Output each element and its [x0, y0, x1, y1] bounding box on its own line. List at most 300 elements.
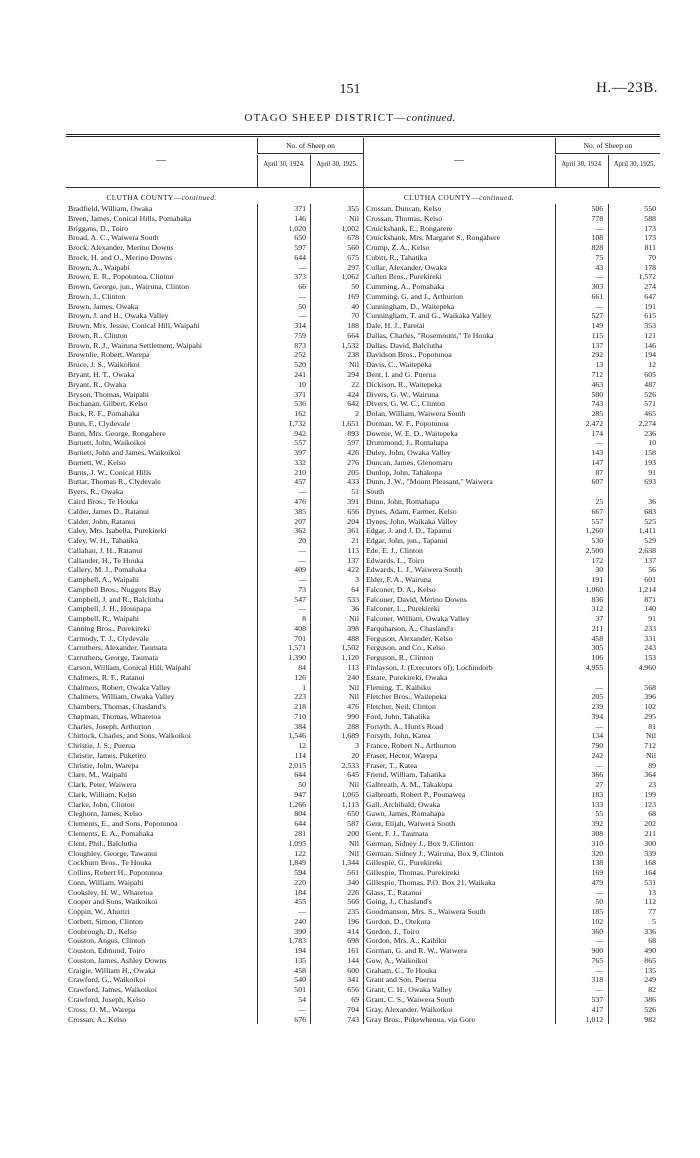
sheep-1924-cell: 409 — [294, 565, 306, 575]
sheep-1925-cell: 10 — [648, 438, 656, 448]
table-row — [364, 497, 660, 507]
table-row — [66, 673, 363, 683]
owner-cell: Campbell, J. and R., Balclutha — [68, 594, 164, 604]
sheep-1924-cell: 106 — [591, 653, 604, 663]
sheep-1924-cell: 149 — [591, 321, 604, 331]
owner-cell: Campbell, A., Waipahi — [68, 575, 139, 585]
sheep-1925-cell: 364 — [644, 770, 656, 780]
table-row — [364, 370, 660, 380]
sheep-1924-cell: 373 — [294, 272, 306, 282]
owner-cell: Duley, John, Owaka Valley — [366, 448, 451, 458]
sheep-1925-cell: 135 — [644, 965, 656, 975]
sheep-1924-cell: 1,060 — [585, 584, 604, 594]
sheep-1925-cell: 675 — [347, 252, 359, 262]
table-row — [364, 302, 660, 312]
owner-cell: Crawford, Joseph, Kelso — [68, 995, 146, 1005]
table-row — [66, 253, 363, 263]
sheep-1925-cell: 200 — [347, 829, 359, 838]
table-row — [364, 770, 660, 780]
sheep-1925-cell: 678 — [347, 233, 359, 243]
sheep-on-header: No. of Sheep on — [257, 138, 363, 154]
table-row — [66, 360, 363, 370]
table-row — [66, 712, 363, 722]
sheep-1925-cell: 487 — [644, 379, 656, 389]
table-row — [66, 849, 363, 859]
sheep-1924-cell: 285 — [591, 409, 604, 419]
table-row — [364, 390, 660, 400]
sheep-1925-cell: 331 — [644, 633, 656, 643]
sheep-1925-cell: 1,113 — [341, 799, 359, 809]
sheep-1924-cell: 75 — [595, 252, 604, 262]
table-row — [66, 497, 363, 507]
sheep-1924-cell: — — [298, 545, 306, 555]
owner-cell: Fletcher Bros., Waitepeka — [366, 692, 447, 702]
table-row — [66, 487, 363, 497]
sheep-1924-cell: 580 — [591, 389, 604, 399]
sheep-1925-cell: 276 — [347, 457, 359, 467]
owner-cell: Divers, G. W., Wairuna — [366, 389, 439, 399]
table-row — [364, 448, 660, 458]
owner-cell: Clements, E., and Sons, Popotunoa — [68, 819, 178, 829]
owner-cell: Farquharson, A., Chasland's — [366, 623, 454, 633]
table-row — [364, 790, 660, 800]
owner-cell: Charles, Joseph, Arthurton — [68, 721, 152, 731]
sheep-1924-cell: 310 — [591, 838, 604, 848]
table-row — [66, 263, 363, 273]
table-row — [66, 722, 363, 732]
sheep-1924-cell: 743 — [591, 399, 604, 409]
sheep-1925-cell: 597 — [347, 438, 359, 448]
table-row — [364, 224, 660, 234]
sheep-1925-cell: 355 — [347, 204, 359, 213]
sheep-1925-cell: 422 — [347, 565, 359, 575]
sheep-1924-cell: — — [298, 291, 306, 301]
sheep-1925-cell: Nil — [349, 213, 359, 223]
sheep-1925-cell: 1,502 — [341, 643, 359, 653]
sheep-1924-cell: 223 — [294, 692, 306, 702]
table-row — [364, 575, 660, 585]
district-name: OTAGO SHEEP DISTRICT— — [244, 112, 407, 124]
owner-cell: Clark, Peter, Waiwera — [68, 780, 137, 790]
table-row — [364, 507, 660, 517]
table-row — [364, 634, 660, 644]
table-row — [364, 829, 660, 839]
table-row — [364, 731, 660, 741]
table-row — [364, 487, 660, 497]
owner-cell: Gray Bros., Pukewhenua, via Gore — [366, 1014, 475, 1024]
sheep-1925-cell: Nil — [349, 682, 359, 692]
sheep-1925-cell: 21 — [351, 536, 359, 546]
table-row — [364, 272, 660, 282]
table-row — [364, 975, 660, 985]
sheep-1925-cell: 600 — [347, 965, 359, 975]
owner-cell: Bunn, F., Clydevale — [68, 418, 130, 428]
owner-cell: Dunn, John, Romahapa — [366, 496, 440, 506]
owner-cell: Fraser, T., Katea — [366, 760, 418, 770]
table-row — [66, 204, 363, 214]
owner-cell: Fletcher, Neil, Clinton — [366, 702, 436, 712]
sheep-1924-cell: 371 — [294, 389, 306, 399]
sheep-1924-cell: 661 — [591, 291, 604, 301]
sheep-1925-cell: 664 — [347, 330, 359, 340]
table-row — [364, 331, 660, 341]
sheep-1924-cell: 607 — [591, 477, 604, 487]
table-row — [66, 897, 363, 907]
owner-cell: Falconer, L., Purekireki — [366, 604, 440, 614]
owner-cell: Cruickshank, E., Rongarere — [366, 223, 453, 233]
table-row — [66, 800, 363, 810]
table-row — [66, 585, 363, 595]
table-row — [66, 878, 363, 888]
sheep-1925-cell: Nil — [646, 750, 656, 760]
owner-cell: Dallas, Charles, "Rosemount," Te Houka — [366, 330, 494, 340]
sheep-1925-cell: 233 — [644, 623, 656, 633]
sheep-1924-cell: — — [595, 682, 604, 692]
owner-cell: Cooper and Sons, Waikoikoi — [68, 897, 158, 907]
sheep-1925-cell: 488 — [347, 633, 359, 643]
sheep-1924-cell: 392 — [591, 819, 604, 829]
sheep-1924-cell: 394 — [591, 711, 604, 721]
owner-cell: Cloughley, George, Tawanui — [68, 848, 158, 858]
sheep-1924-cell: 207 — [294, 516, 306, 526]
top-rule-double — [66, 136, 660, 137]
sheep-1924-cell: 241 — [294, 370, 306, 380]
table-row — [66, 907, 363, 917]
sheep-1924-cell: 191 — [591, 575, 604, 585]
sheep-1925-cell: 173 — [644, 233, 656, 243]
sheep-1924-cell: 2,500 — [585, 545, 604, 555]
sheep-1925-cell: 235 — [347, 907, 359, 917]
sheep-1925-cell: 398 — [347, 623, 359, 633]
sheep-1924-cell: 2,015 — [288, 760, 306, 770]
sheep-1925-cell: 656 — [347, 506, 359, 516]
sheep-on-header: No. of Sheep on — [555, 138, 660, 154]
owner-cell: Cruickshank, Mrs. Margaret S., Rongahere — [366, 233, 501, 243]
sheep-1925-cell: 353 — [644, 321, 656, 331]
sheep-1925-cell: 173 — [644, 223, 656, 233]
sheep-1925-cell: 465 — [644, 409, 656, 419]
district-suffix: continued. — [406, 112, 456, 124]
page-number: 151 — [339, 82, 361, 97]
sheep-1924-cell: — — [595, 760, 604, 770]
year-1924-header: April 30, 1924. — [555, 155, 608, 188]
table-row — [66, 380, 363, 390]
owner-cell: Craigie, William H., Owaka — [68, 965, 156, 975]
table-row — [364, 565, 660, 575]
sheep-1925-cell: 36 — [351, 604, 359, 614]
name-column-header: — — [454, 155, 464, 166]
sheep-1924-cell: 900 — [591, 946, 604, 956]
sheep-1924-cell: 169 — [591, 868, 604, 878]
sheep-1925-cell: Nil — [349, 692, 359, 702]
table-row — [364, 858, 660, 868]
table-row — [364, 878, 660, 888]
owner-cell: Gawn, James, Romahapa — [366, 809, 445, 819]
table-row — [66, 819, 363, 829]
table-row — [66, 985, 363, 995]
table-row — [66, 575, 363, 585]
sheep-1924-cell: 211 — [591, 623, 604, 633]
owner-cell: Gent, F. J., Taumata — [366, 829, 429, 838]
right-rows — [364, 204, 660, 1024]
sheep-1924-cell: 1,020 — [288, 223, 306, 233]
table-row — [66, 526, 363, 536]
table-row — [364, 849, 660, 859]
owner-cell: Dorman, W. F., Popotunoa — [366, 418, 449, 428]
sheep-1925-cell: 274 — [644, 282, 656, 292]
owner-cell: Cooksley, H. W., Wharetoa — [68, 887, 153, 897]
owner-cell: Gordon, Mrs. A., Kaihiku — [366, 936, 447, 946]
table-row — [66, 966, 363, 976]
sheep-1924-cell: — — [298, 907, 306, 917]
sheep-1925-cell: 178 — [644, 262, 656, 272]
sheep-1924-cell: 27 — [595, 780, 604, 790]
owner-cell: Chambers, Thomas, Chasland's — [68, 702, 166, 712]
sheep-1925-cell: 70 — [648, 252, 656, 262]
table-row — [364, 399, 660, 409]
sheep-1925-cell: 204 — [347, 516, 359, 526]
table-row — [66, 956, 363, 966]
sheep-1924-cell: 172 — [591, 555, 604, 565]
sheep-1924-cell: 50 — [298, 301, 306, 311]
table-row — [364, 995, 660, 1005]
sheep-1924-cell: 527 — [591, 311, 604, 321]
sheep-1925-cell: 226 — [347, 887, 359, 897]
table-row — [364, 214, 660, 224]
owner-cell: Clark, William, Kelso — [68, 789, 137, 799]
table-row — [66, 634, 363, 644]
table-row — [66, 663, 363, 673]
sheep-1924-cell: 366 — [591, 770, 604, 780]
sheep-1924-cell: 108 — [591, 233, 604, 243]
sheep-1925-cell: 601 — [644, 575, 656, 585]
sheep-1924-cell: 557 — [591, 516, 604, 526]
county-suffix: continued. — [479, 193, 515, 202]
table-row — [364, 380, 660, 390]
owner-cell: Davis, C., Waitepeka — [366, 360, 432, 370]
table-row — [66, 917, 363, 927]
owner-cell: Clarke, John, Clinton — [68, 799, 135, 809]
left-table-header — [66, 138, 363, 188]
owner-cell: Carruthers, Alexander, Taumata — [68, 643, 168, 653]
table-row — [364, 751, 660, 761]
table-row — [66, 556, 363, 566]
owner-cell: Cumming, G. and J., Arthurton — [366, 291, 464, 301]
owner-cell: Callander, H., Te Houka — [68, 555, 144, 565]
sheep-1924-cell: 804 — [294, 809, 306, 819]
table-row — [364, 936, 660, 946]
sheep-1925-cell: 68 — [648, 936, 656, 946]
sheep-1925-cell: 2,638 — [638, 545, 656, 555]
table-row — [364, 643, 660, 653]
sheep-1924-cell: 305 — [591, 643, 604, 653]
table-row — [66, 624, 363, 634]
table-row — [364, 927, 660, 937]
owner-cell: Grant, C. S., Waiwera South — [366, 995, 455, 1005]
owner-cell: Couston, Edmund, Toiro — [68, 946, 145, 956]
sheep-1925-cell: 194 — [644, 350, 656, 360]
owner-cell: Buck, R. F., Pomahaka — [68, 409, 140, 419]
sheep-1924-cell: 385 — [294, 506, 306, 516]
year-1925-header: April 30, 1925. — [608, 155, 660, 188]
table-row — [66, 614, 363, 624]
sheep-1925-cell: 51 — [351, 487, 359, 497]
county-name: CLUTHA COUNTY— — [403, 193, 480, 202]
sheep-1925-cell: 188 — [347, 321, 359, 331]
sheep-1925-cell: 164 — [644, 868, 656, 878]
table-row — [364, 429, 660, 439]
sheep-1925-cell: 137 — [644, 555, 656, 565]
sheep-1925-cell: 1,065 — [341, 789, 359, 799]
sheep-1925-cell: 137 — [347, 555, 359, 565]
table-row — [364, 292, 660, 302]
owner-cell: Ferguson, and Co., Kelso — [366, 643, 446, 653]
sheep-1924-cell: 318 — [591, 975, 604, 985]
sheep-1925-cell: 341 — [347, 975, 359, 985]
owner-cell: German, Sidney J., Box 9, Clinton — [366, 838, 474, 848]
sheep-1924-cell: 184 — [294, 887, 306, 897]
owner-cell: Brown, R., Clinton — [68, 330, 128, 340]
owner-cell: Brock, Alexander, Merino Downs — [68, 243, 174, 253]
table-row — [66, 507, 363, 517]
sheep-1924-cell: 644 — [294, 819, 306, 829]
table-row — [364, 809, 660, 819]
owner-cell: Calder, John, Ratanui — [68, 516, 136, 526]
sheep-1925-cell: 146 — [644, 340, 656, 350]
owner-cell: Carruthers, George, Taumata — [68, 653, 159, 663]
owner-cell: Callery, M. J., Pomahaka — [68, 565, 147, 575]
sheep-1924-cell: 397 — [294, 448, 306, 458]
sheep-1924-cell: 73 — [298, 584, 306, 594]
sheep-1925-cell: 525 — [644, 516, 656, 526]
owner-cell: Breen, James, Conical Hills, Pomahaka — [68, 213, 192, 223]
sheep-1925-cell: 69 — [351, 995, 359, 1005]
sheep-1924-cell: 126 — [294, 672, 306, 682]
table-row — [364, 546, 660, 556]
table-row — [364, 819, 660, 829]
sheep-1924-cell: 476 — [294, 496, 306, 506]
owner-cell: Crump, Z. A., Kelso — [366, 243, 430, 253]
table-row — [66, 946, 363, 956]
owner-cell: Christie, J. S., Puerua — [68, 741, 136, 751]
owner-cell: Cullar, Alexander, Owaka — [366, 262, 447, 272]
sheep-1924-cell: 312 — [591, 604, 604, 614]
sheep-1924-cell: — — [298, 604, 306, 614]
table-row — [66, 683, 363, 693]
sheep-1924-cell: — — [298, 311, 306, 321]
sheep-1925-cell: 550 — [644, 204, 656, 213]
sheep-1925-cell: 70 — [351, 311, 359, 321]
table-row — [364, 243, 660, 253]
owner-cell: Gall, Archibald, Owaka — [366, 799, 441, 809]
table-row — [364, 888, 660, 898]
owner-cell: Dickison, R., Waitepeka — [366, 379, 442, 389]
sheep-1925-cell: 1,002 — [341, 223, 359, 233]
sheep-1924-cell: 43 — [595, 262, 604, 272]
sheep-1925-cell: 64 — [351, 584, 359, 594]
sheep-1924-cell: 360 — [591, 926, 604, 936]
owner-cell: Chapman, Thomas, Wharetoa — [68, 711, 161, 721]
sheep-1924-cell: 332 — [294, 457, 306, 467]
sheep-1924-cell: 540 — [294, 975, 306, 985]
owner-cell: Couston, Angus, Clinton — [68, 936, 146, 946]
county-name: CLUTHA COUNTY— — [106, 193, 182, 202]
owner-cell: Caird Bros., Te Houka — [68, 496, 139, 506]
sheep-1924-cell: 240 — [294, 916, 306, 926]
table-row — [364, 897, 660, 907]
table-row — [364, 253, 660, 263]
table-row — [66, 653, 363, 663]
sheep-1925-cell: 645 — [347, 770, 359, 780]
owner-cell: Cleghorn, James, Kelso — [68, 809, 143, 819]
sheep-1925-cell: 361 — [347, 526, 359, 536]
sheep-1924-cell: 1,095 — [288, 838, 306, 848]
table-row — [66, 761, 363, 771]
sheep-1925-cell: 3 — [355, 741, 359, 751]
owner-cell: Brown, George, jun., Wairuna, Clinton — [68, 282, 190, 292]
table-row — [364, 722, 660, 732]
owner-cell: Falconer, William, Owaka Valley — [366, 614, 470, 624]
table-row — [364, 966, 660, 976]
owner-cell: Dunlop, John, Tahakopa — [366, 467, 442, 477]
table-row — [364, 917, 660, 927]
sheep-1924-cell: 537 — [591, 995, 604, 1005]
sheep-1925-cell: 297 — [347, 262, 359, 272]
sheep-1925-cell: 5 — [652, 916, 656, 926]
sheep-1925-cell: 605 — [644, 370, 656, 380]
sheep-1925-cell: 196 — [347, 916, 359, 926]
sheep-1924-cell: 87 — [595, 467, 604, 477]
sheep-1924-cell: 308 — [591, 829, 604, 838]
owner-cell: Fraser, Hector, Warepa — [366, 750, 438, 760]
owner-cell: Crossan, A., Kelso — [68, 1014, 127, 1024]
sheep-1925-cell: 295 — [644, 711, 656, 721]
sheep-1925-cell: Nil — [349, 360, 359, 370]
owner-cell: Couston, James, Ashley Downs — [68, 955, 167, 965]
sheep-1924-cell: 25 — [595, 496, 604, 506]
sheep-1924-cell: 1 — [302, 682, 306, 692]
owner-cell: Calder, James D., Ratanui — [68, 506, 150, 516]
owner-cell: Brown, J., Clinton — [68, 291, 126, 301]
sheep-1924-cell: 1,732 — [288, 418, 306, 428]
sheep-1924-cell: — — [298, 262, 306, 272]
owner-cell: Canning Bros., Purekireki — [68, 623, 150, 633]
sheep-1924-cell: 455 — [294, 897, 306, 907]
year-1924-header: April 30, 1924. — [257, 155, 310, 188]
document-code: H.—23B. — [596, 80, 658, 96]
owner-cell: Callahan, J. H., Ratanui — [68, 545, 143, 555]
table-row — [364, 438, 660, 448]
sheep-1924-cell: 778 — [591, 213, 604, 223]
top-rule — [66, 134, 660, 135]
owner-cell: Goodmanson, Mrs. S., Waiwera South — [366, 907, 486, 917]
sheep-1924-cell: 759 — [294, 330, 306, 340]
sheep-1925-cell: 3 — [355, 575, 359, 585]
sheep-1925-cell: 426 — [347, 448, 359, 458]
sheep-1924-cell: — — [298, 575, 306, 585]
sheep-1924-cell — [554, 673, 607, 683]
table-row — [66, 224, 363, 234]
sheep-1924-cell: 417 — [591, 1004, 604, 1014]
county-heading — [364, 188, 660, 204]
sheep-1925-cell: 1,651 — [341, 418, 359, 428]
sheep-1925-cell: 140 — [644, 604, 656, 614]
table-row — [66, 770, 363, 780]
sheep-1924-cell: 135 — [294, 955, 306, 965]
table-row — [66, 331, 363, 341]
owner-cell: Corbett, Simon, Clinton — [68, 916, 143, 926]
table-row — [66, 390, 363, 400]
